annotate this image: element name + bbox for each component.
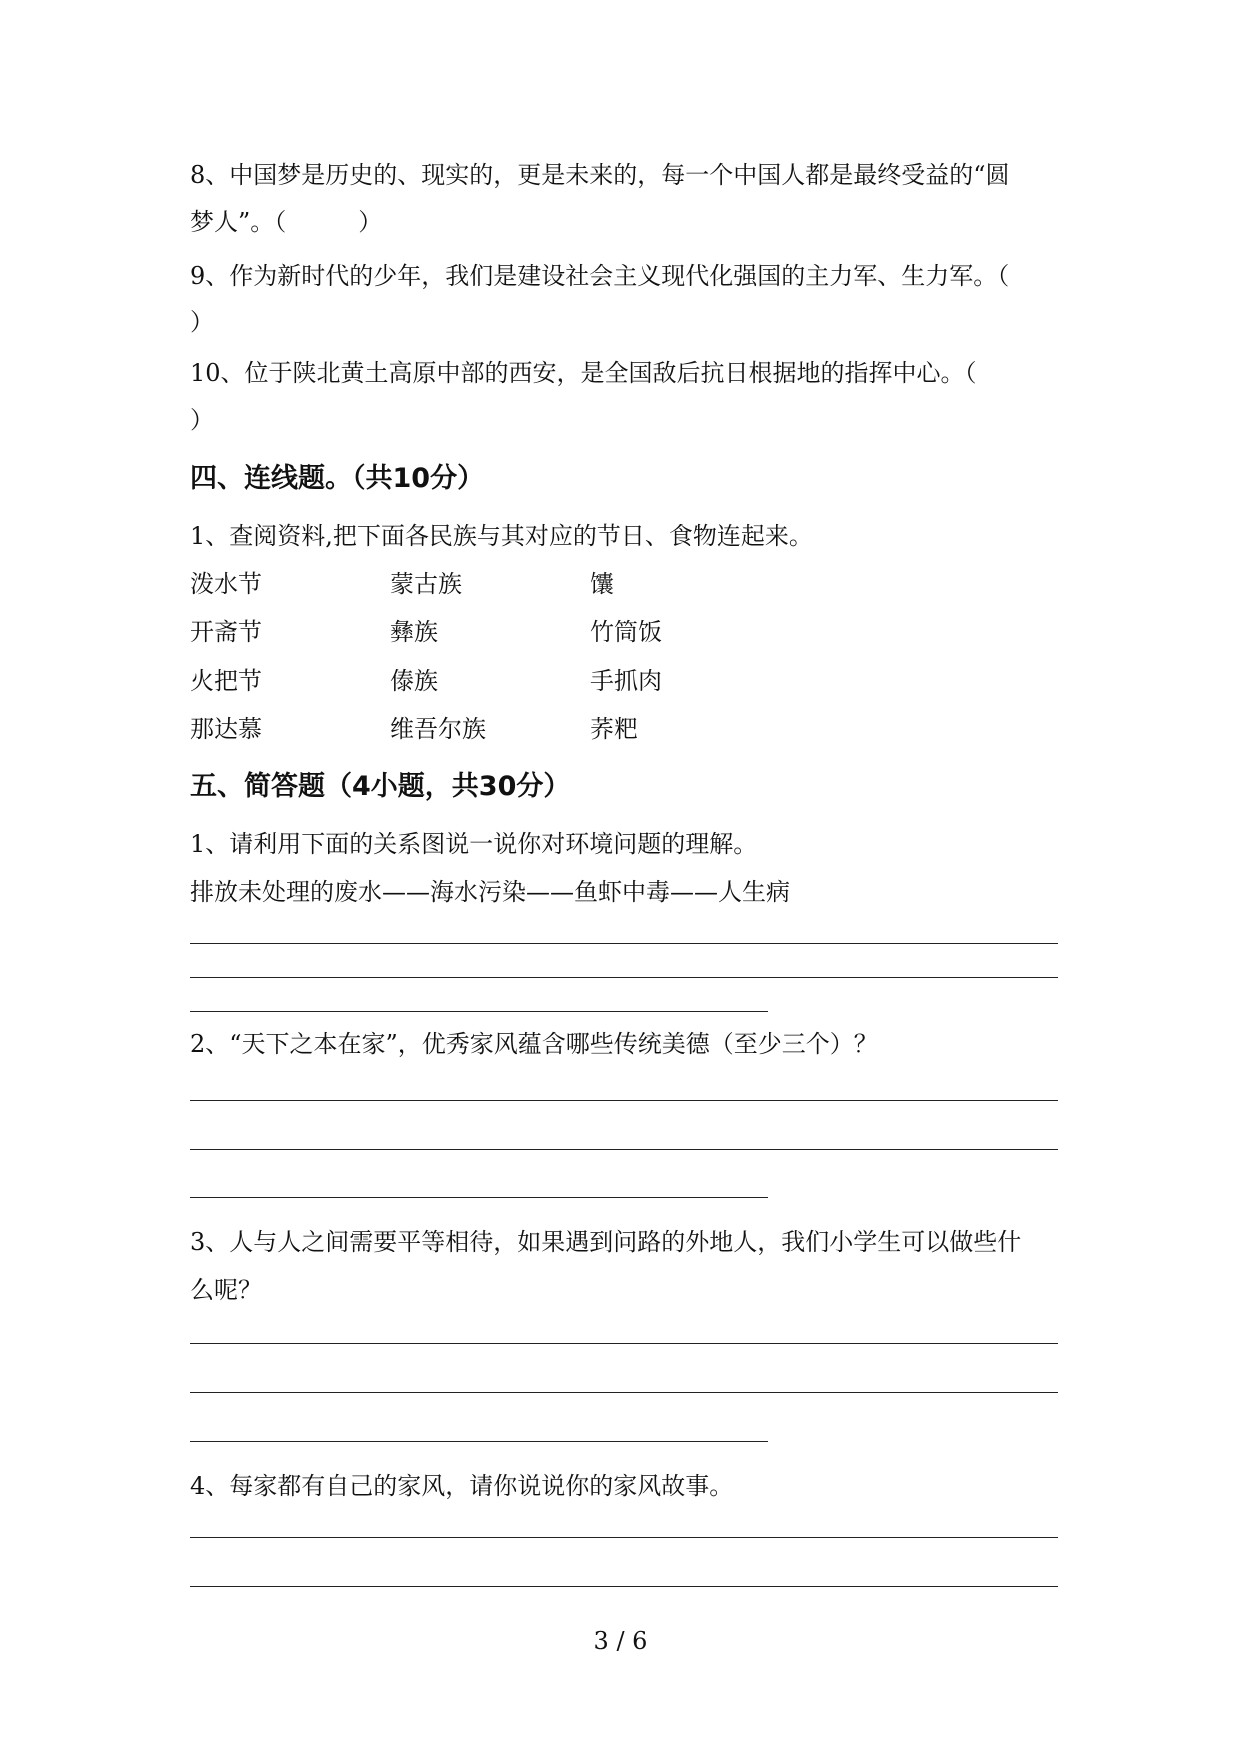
matching-row <box>190 615 1060 649</box>
food-cell: 荞粑 <box>590 715 638 743</box>
answer-line <box>190 1011 768 1012</box>
section-4-title: 四、连线题。（共10分） <box>190 463 485 494</box>
question-9-line-2: ） <box>190 308 214 336</box>
answer-line <box>190 1100 1058 1101</box>
answer-line <box>190 1197 768 1198</box>
food-cell: 馕 <box>590 570 614 598</box>
question-1-line-2: 排放未处理的废水——海水污染——鱼虾中毒——人生病 <box>190 878 790 906</box>
answer-line <box>190 1441 768 1442</box>
answer-line <box>190 1149 1058 1150</box>
page-number: 3 / 6 <box>593 1627 648 1655</box>
answer-line <box>190 1392 1058 1393</box>
food-cell: 竹筒饭 <box>590 618 662 646</box>
ethnic-cell: 蒙古族 <box>390 570 462 598</box>
ethnic-cell: 彝族 <box>390 618 438 646</box>
question-8-line-2: 梦人”。（ ） <box>190 208 383 236</box>
answer-line <box>190 977 1058 978</box>
answer-line <box>190 1537 1058 1538</box>
food-cell: 手抓肉 <box>590 667 662 695</box>
festival-cell: 火把节 <box>190 667 262 695</box>
question-10-line-2: ） <box>190 406 214 434</box>
question-3-line-2: 么呢？ <box>190 1276 262 1304</box>
question-4: 4、每家都有自己的家风，请你说说你的家风故事。 <box>190 1472 734 1500</box>
section-4-question-1: 1、查阅资料,把下面各民族与其对应的节日、食物连起来。 <box>190 522 813 550</box>
question-8-line-1: 8、中国梦是历史的、现实的，更是未来的，每一个中国人都是最终受益的“圆 <box>190 161 1010 189</box>
matching-row <box>190 567 1060 601</box>
question-1-line-1: 1、请利用下面的关系图说一说你对环境问题的理解。 <box>190 830 758 858</box>
question-3-line-1: 3、人与人之间需要平等相待，如果遇到问路的外地人，我们小学生可以做些什 <box>190 1228 1022 1256</box>
festival-cell: 那达慕 <box>190 715 262 743</box>
question-9-line-1: 9、作为新时代的少年，我们是建设社会主义现代化强国的主力军、生力军。（ <box>190 262 1010 290</box>
answer-line <box>190 943 1058 944</box>
answer-line <box>190 1343 1058 1344</box>
matching-row <box>190 664 1060 698</box>
question-10-line-1: 10、位于陕北黄土高原中部的西安，是全国敌后抗日根据地的指挥中心。（ <box>190 359 977 387</box>
matching-row <box>190 712 1060 746</box>
question-2: 2、“天下之本在家”，优秀家风蕴含哪些传统美德（至少三个）？ <box>190 1030 878 1058</box>
ethnic-cell: 维吾尔族 <box>390 715 486 743</box>
answer-line <box>190 1586 1058 1587</box>
festival-cell: 开斋节 <box>190 618 262 646</box>
ethnic-cell: 傣族 <box>390 667 438 695</box>
section-5-title: 五、简答题（4小题，共30分） <box>190 771 571 802</box>
festival-cell: 泼水节 <box>190 570 262 598</box>
